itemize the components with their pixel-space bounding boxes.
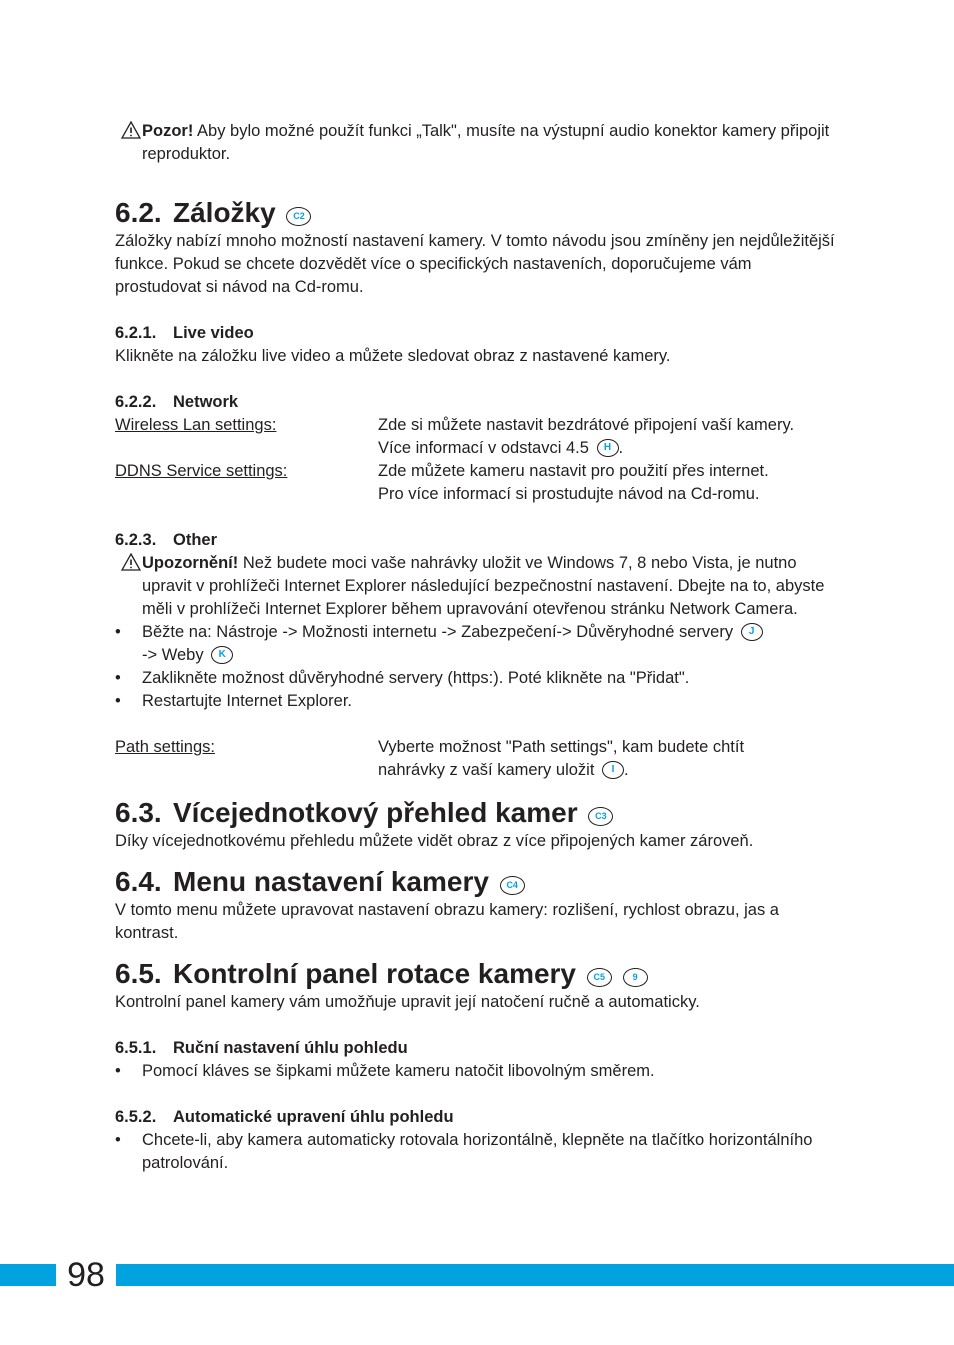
figure-badge-c5: C5 [587,968,612,987]
figure-badge-c2: C2 [286,207,311,226]
section-number: 6.5. [115,958,162,989]
figure-badge-i: I [602,761,624,779]
section-number: 6.3. [115,797,162,828]
page-number: 98 [56,1252,116,1298]
wireless-text-line1: Zde si můžete nastavit bezdrátové připojení vaší kamery. [378,416,795,434]
section-6-2-3-heading [115,529,840,552]
section-6-3-text: Díky vícejednotkovému přehledu můžete vidět obraz z více připojených kamer zároveň. [115,832,754,850]
wireless-text-line2: Více informací v odstavci 4.5 [378,439,589,457]
section-6-4-heading [115,865,840,899]
ddns-description [378,460,840,506]
figure-badge-k: K [211,646,233,664]
warning-text: Než budete moci vaše nahrávky uložit ve Windows 7, 8 nebo Vista, je nutno upravit v prohlížeči Internet Explorer následující bezpečnostní nastavení. Dbejte na to, abyste měli v prohlížeči Internet Explorer během upravování otevřenou stránku Network Camera. [142,554,825,618]
figure-badge-9: 9 [623,968,648,987]
subsection-number: 6.2.2. [115,393,157,411]
subsection-number: 6.5.2. [115,1108,157,1126]
list-item: • Chcete-li, aby kamera automaticky rotovala horizontálně, klepněte na tlačítko horizontálního patrolování. [115,1129,840,1175]
path-text-line2: nahrávky z vaší kamery uložit [378,761,595,779]
section-6-5-2-heading [115,1106,840,1129]
path-settings-row [115,736,840,782]
path-text-line1: Vyberte možnost "Path settings", kam budete chtít [378,738,745,756]
list-item [115,621,840,667]
section-6-2-1-text: Klikněte na záložku live video a můžete sledovat obraz z nastavené kamery. [115,347,671,365]
auto-angle-list [115,1129,840,1175]
subsection-title: Network [173,393,239,411]
list-item: • Zaklikněte možnost důvěryhodné servery (https:). Poté klikněte na "Přidat". [115,667,840,690]
warning-label: Upozornění! [142,554,239,572]
ie-steps-list [115,621,840,713]
ddns-label: DDNS Service settings: [115,462,288,480]
list-item: • Pomocí kláves se šipkami můžete kameru natočit libovolným směrem. [115,1060,840,1083]
section-6-3-heading [115,796,840,830]
subsection-number: 6.5.1. [115,1039,157,1057]
subsection-title: Ruční nastavení úhlu pohledu [173,1039,408,1057]
section-6-5-text: Kontrolní panel kamery vám umožňuje upravit její natočení ručně a automaticky. [115,993,700,1011]
section-6-2-2-heading [115,391,840,414]
path-text-end: . [624,761,629,779]
section-6-2-1-heading [115,322,840,345]
figure-badge-c3: C3 [588,807,613,826]
section-6-4-text: V tomto menu můžete upravovat nastavení obrazu kamery: rozlišení, rychlost obrazu, jas a kontrast. [115,901,779,942]
ddns-row [115,460,840,506]
warning-triangle-icon [121,553,141,571]
figure-badge-j: J [741,623,763,641]
subsection-number: 6.2.1. [115,324,157,342]
subsection-title: Automatické upravení úhlu pohledu [173,1108,454,1126]
step-text: Běžte na: Nástroje -> Možnosti internetu -> Zabezpečení-> Důvěryhodné servery [142,623,734,641]
manual-angle-list [115,1060,840,1083]
step-text-cont: -> Weby [142,646,204,664]
ddns-text-line1: Zde můžete kameru nastavit pro použití přes internet. [378,462,769,480]
warning-ie [115,552,840,621]
figure-badge-h: H [597,439,619,457]
footer-bar [0,1264,954,1286]
wireless-lan-row [115,414,840,460]
section-number: 6.4. [115,866,162,897]
section-6-5-heading [115,957,840,991]
path-settings-label: Path settings: [115,738,215,756]
section-number: 6.2. [115,197,162,228]
wireless-lan-label: Wireless Lan settings: [115,416,277,434]
section-6-5-1-heading [115,1037,840,1060]
subsection-title: Other [173,531,218,549]
section-6-2-heading [115,196,840,230]
section-title: Záložky [173,197,276,228]
section-title: Vícejednotkový přehled kamer [173,797,578,828]
figure-badge-c4: C4 [500,876,525,895]
warning-talk [115,120,840,166]
section-title: Menu nastavení kamery [173,866,489,897]
subsection-title: Live video [173,324,254,342]
section-6-2-text: Záložky nabízí mnoho možností nastavení kamery. V tomto návodu jsou zmíněny jen nejdůležitější funkce. Pokud se chcete dozvědět více o specifických nastaveních, doporučujeme vám prostudovat si návod na Cd-romu. [115,232,835,296]
path-settings-description [378,736,840,782]
wireless-lan-description [378,414,840,460]
warning-triangle-icon [121,121,141,139]
warning-label: Pozor! [142,122,194,140]
wireless-text-end: . [618,439,624,457]
ddns-text-line2: Pro více informací si prostudujte návod na Cd-romu. [378,485,760,503]
page-content [115,120,840,1175]
section-title: Kontrolní panel rotace kamery [173,958,577,989]
subsection-number: 6.2.3. [115,531,157,549]
warning-text: Aby bylo možné použít funkci „Talk", musíte na výstupní audio konektor kamery připojit reproduktor. [142,122,830,163]
list-item: • Restartujte Internet Explorer. [115,690,840,713]
